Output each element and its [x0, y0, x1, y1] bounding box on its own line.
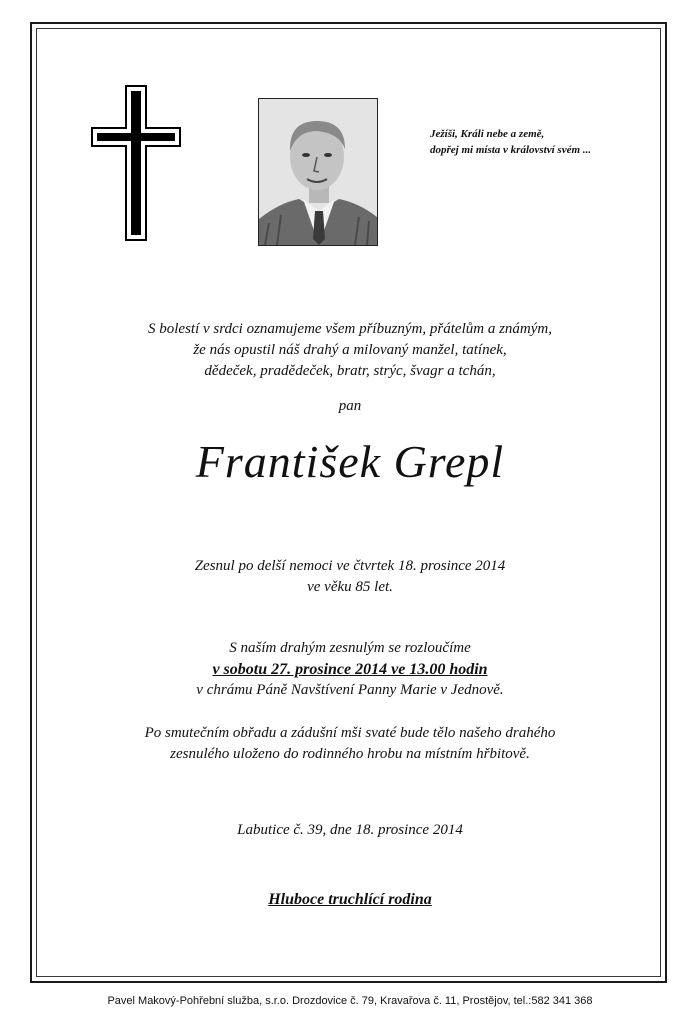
announcement-intro: [0, 319, 700, 382]
intro-line-1: S bolestí v srdci oznamujeme všem příbuzným, přátelům a známým,: [148, 321, 552, 337]
intro-line-3: dědeček, pradědeček, bratr, strýc, švagr a tchán,: [204, 363, 496, 379]
burial-line-1: Po smutečním obřadu a zádušní mši svaté bude tělo našeho drahého: [144, 725, 556, 741]
deceased-name: František Grepl: [195, 436, 505, 487]
intro-line-2: že nás opustil náš drahý a milovaný manžel, tatínek,: [193, 342, 507, 358]
burial-line-2: zesnulého uloženo do rodinného hrobu na místním hřbitově.: [170, 746, 530, 762]
farewell-line-3: v chrámu Páně Navštívení Panny Marie v Jednově.: [196, 682, 504, 698]
funeral-service-footer: Pavel Makový-Pohřební služba, s.r.o. Drozdovice č. 79, Kravařova č. 11, Prostějov, tel.:582 341 368: [107, 995, 593, 1007]
place-and-date: Labutice č. 39, dne 18. prosince 2014: [237, 822, 463, 838]
death-line-1: Zesnul po delší nemoci ve čtvrtek 18. prosince 2014: [194, 558, 506, 574]
funeral-date: v sobotu 27. prosince 2014 ve 13.00 hodin: [212, 661, 488, 678]
death-line-2: ve věku 85 let.: [307, 579, 393, 595]
farewell-line-1: S naším drahým zesnulým se rozloučíme: [229, 640, 471, 656]
burial-notice: [0, 723, 700, 765]
quote-line-1: Ježíši, Králi nebe a země,: [430, 128, 545, 140]
farewell-notice: [0, 638, 700, 701]
cross-icon: [90, 84, 182, 242]
death-notice: [0, 556, 700, 598]
quote-line-2: dopřej mi místa v království svém ...: [430, 144, 592, 156]
portrait-photo: [258, 98, 378, 246]
epigraph-quote: [430, 126, 650, 158]
family-signature: Hluboce truchlící rodina: [268, 891, 432, 908]
title-word: pan: [338, 398, 362, 414]
